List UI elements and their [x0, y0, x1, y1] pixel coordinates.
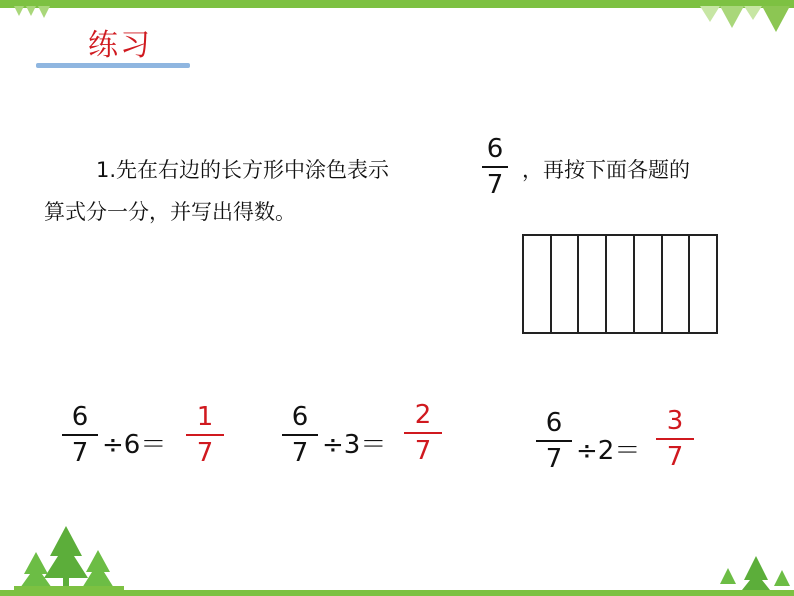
rectangle-cell[interactable] — [663, 236, 691, 332]
equation-1-operator: ÷6＝ — [102, 430, 167, 460]
seven-part-rectangle[interactable] — [522, 234, 718, 334]
equation-3-answer — [656, 404, 694, 474]
equation-2-numerator: 6 — [291, 402, 309, 432]
equation-1-numerator: 6 — [71, 402, 89, 432]
problem-line-1 — [96, 154, 389, 184]
equation-2-answer-numerator: 2 — [414, 400, 432, 430]
top-right-triangles-decoration — [700, 6, 794, 34]
problem-fraction-numerator: 6 — [486, 134, 504, 164]
equation-2-operator: ÷3＝ — [322, 430, 387, 460]
rectangle-cell[interactable] — [579, 236, 607, 332]
equation-1-denominator: 7 — [71, 438, 89, 468]
equation-3-numerator: 6 — [545, 408, 563, 438]
rectangle-cell[interactable] — [690, 236, 716, 332]
equation-2-fraction — [282, 400, 318, 470]
rectangle-cell[interactable] — [607, 236, 635, 332]
title-underline — [36, 63, 190, 68]
equation-2-denominator: 7 — [291, 438, 309, 468]
equation-1-answer-denominator: 7 — [196, 438, 214, 468]
equation-1-answer-numerator: 1 — [196, 402, 214, 432]
top-left-triangles-decoration — [14, 6, 54, 22]
rectangle-cell[interactable] — [552, 236, 580, 332]
bottom-green-bar — [0, 590, 794, 596]
problem-text-after: ，再按下面各题的 — [522, 158, 690, 182]
problem-text-before: 先在右边的长方形中涂色表示 — [116, 158, 390, 182]
bottom-right-trees-decoration — [714, 554, 794, 592]
bottom-left-trees-decoration — [14, 522, 124, 592]
problem-fraction — [482, 132, 508, 202]
problem-line-2: 算式分一分，并写出得数。 — [44, 200, 296, 224]
equation-3-denominator: 7 — [545, 444, 563, 474]
problem-number: 1. — [96, 158, 117, 182]
equation-3-operator: ÷2＝ — [576, 436, 641, 466]
page-title: 练习 — [88, 28, 152, 63]
equation-1-fraction — [62, 400, 98, 470]
equation-3-answer-numerator: 3 — [666, 406, 684, 436]
equation-2-answer — [404, 398, 442, 468]
equation-2-answer-denominator: 7 — [414, 436, 432, 466]
equation-3-fraction — [536, 406, 572, 476]
equation-3-answer-denominator: 7 — [666, 442, 684, 472]
rectangle-cell[interactable] — [524, 236, 552, 332]
equation-1-answer — [186, 400, 224, 470]
problem-fraction-denominator: 7 — [486, 170, 504, 200]
top-green-bar — [0, 0, 794, 8]
rectangle-cell[interactable] — [635, 236, 663, 332]
